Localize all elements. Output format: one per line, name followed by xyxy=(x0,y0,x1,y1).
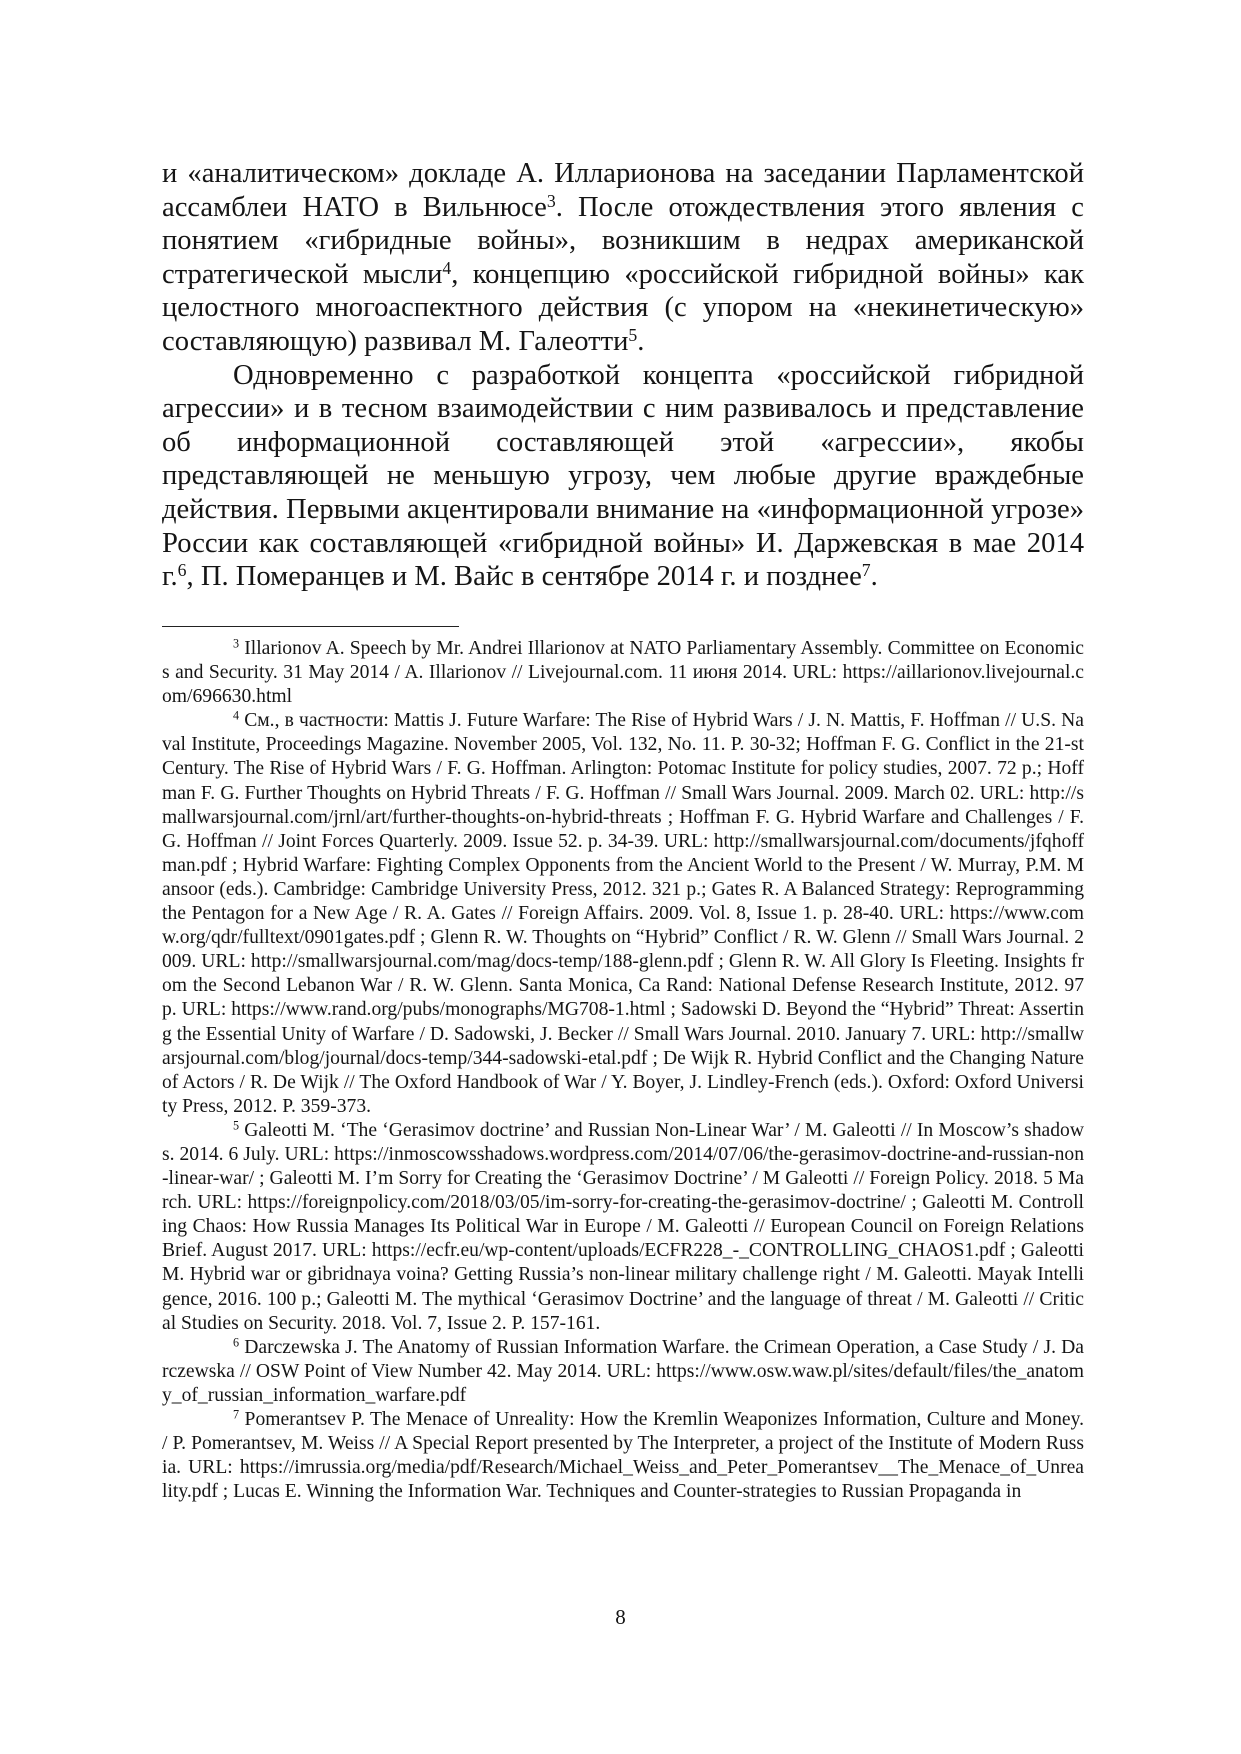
footnote-ref-7[interactable]: 7 xyxy=(861,559,871,580)
footnote-ref-3[interactable]: 3 xyxy=(546,190,556,211)
footnote-4 xyxy=(162,709,1084,1119)
footnote-number: 7 xyxy=(233,1407,240,1422)
footnote-3 xyxy=(162,637,1084,709)
footnote-number: 6 xyxy=(233,1335,240,1350)
paragraph-2-text-c: . xyxy=(870,561,878,593)
footnote-text: Galeotti M. ‘The ‘Gerasimov doctrine’ and Russian Non-Linear War’ / M. Galeotti // In Moscow’s shadows. 2014. 6 July. URL: https://inmoscowsshadows.wordpress.com/2014/07/06/the-gerasimov-doctrine-and-russian-non-linear-war/ ; Galeotti M. I’m Sorry for Creating the ‘Gerasimov Doctrine’ / M Galeotti // Foreign Policy. 2018. 5 March. URL: https://foreignpolicy.com/2018/03/05/im-sorry-for-creating-the-gerasimov-doctrine/ ; Galeotti M. Controlling Chaos: How Russia Manages Its Political War in Europe / M. Galeotti // European Council on Foreign Relations Brief. August 2017. URL: https://ecfr.eu/wp-content/uploads/ECFR228_-_CONTROLLING_CHAOS1.pdf ; Galeotti M. Hybrid war or gibridnaya voina? Getting Russia’s non-linear military challenge right / M. Galeotti. Mayak Intelligence, 2016. 100 p.; Galeotti M. The mythical ‘Gerasimov Doctrine’ and the language of threat / M. Galeotti // Critical Studies on Security. 2018. Vol. 7, Issue 2. P. 157-161. xyxy=(162,1119,1084,1334)
footnote-number: 5 xyxy=(233,1118,240,1133)
footnote-text: Illarionov A. Speech by Mr. Andrei Illarionov at NATO Parliamentary Assembly. Committee on Economics and Security. 31 May 2014 / A. Illarionov // Livejournal.com. 11 июня 2014. URL: https://aillarionov.livejournal.com/696630.html xyxy=(162,638,1084,708)
footnote-ref-5[interactable]: 5 xyxy=(628,324,638,345)
footnote-5 xyxy=(162,1119,1084,1336)
paragraph-2-text-b: , П. Померанцев и М. Вайс в сентябре 2014 г. и позднее xyxy=(186,561,862,593)
paragraph-1-text-a: и «аналитическом» докладе А. Илларионова на заседании Парламентской ассамблеи НАТО в Вильнюсе xyxy=(162,158,1084,223)
footnote-text: Darczewska J. The Anatomy of Russian Information Warfare. the Crimean Operation, a Case Study / J. Darczewska // OSW Point of View Number 42. May 2014. URL: https://www.osw.waw.pl/sites/default/files/the_anatomy_of_russian_information_warfare.pdf xyxy=(162,1336,1084,1406)
main-text xyxy=(162,157,1084,594)
paragraph-1-text-b: . После отождествления этого явления с понятием «гибридные войны», возникшим в недрах американской стратегической мысли xyxy=(162,191,1084,290)
footnote-number: 3 xyxy=(233,636,240,651)
paragraph-2-text-a: Одновременно с разработкой концепта «российской гибридной агрессии» и в тесном взаимодействии с ним развивалось и представление об информационной составляющей этой «агрессии», якобы представляющей не меньшую угрозу, чем любые другие враждебные действия. Первыми акцентировали внимание на «информационной угрозе» России как составляющей «гибридной войны» И. Даржевская в мае 2014 г. xyxy=(162,359,1084,593)
footnote-number: 4 xyxy=(233,708,240,723)
footnote-7 xyxy=(162,1408,1084,1504)
footnotes xyxy=(162,637,1084,1504)
paragraph-1 xyxy=(162,157,1084,359)
paragraph-1-text-c: , концепцию «российской гибридной войны» как целостного многоаспектного действия (с упором на «некинетическую» составляющую) развивал М. Галеотти xyxy=(162,258,1084,357)
footnote-separator xyxy=(162,626,459,627)
paragraph-2 xyxy=(162,359,1084,594)
paragraph-1-text-d: . xyxy=(637,325,645,357)
footnote-6 xyxy=(162,1336,1084,1408)
footnote-text: См., в частности: Mattis J. Future Warfare: The Rise of Hybrid Wars / J. N. Mattis, F. Hoffman // U.S. Naval Institute, Proceedings Magazine. November 2005, Vol. 132, No. 11. P. 30-32; Hoffman F. G. Conflict in the 21-st Century. The Rise of Hybrid Wars / F. G. Hoffman. Arlington: Potomac Institute for policy studies, 2007. 72 p.; Hoffman F. G. Further Thoughts on Hybrid Threats / F. G. Hoffman // Small Wars Journal. 2009. March 02. URL: http://smallwarsjournal.com/jrnl/art/further-thoughts-on-hybrid-threats ; Hoffman F. G. Hybrid Warfare and Challenges / F. G. Hoffman // Joint Forces Quarterly. 2009. Issue 52. p. 34-39. URL: http://smallwarsjournal.com/documents/jfqhoffman.pdf ; Hybrid Warfare: Fighting Complex Opponents from the Ancient World to the Present / W. Murray, P.M. Mansoor (eds.). Cambridge: Cambridge University Press, 2012. 321 p.; Gates R. A Balanced Strategy: Reprogramming the Pentagon for a New Age / R. A. Gates // Foreign Affairs. 2009. Vol. 8, Issue 1. p. 28-40. URL: https://www.comw.org/qdr/fulltext/0901gates.pdf ; Glenn R. W. Thoughts on “Hybrid” Conflict / R. W. Glenn // Small Wars Journal. 2009. URL: http://smallwarsjournal.com/mag/docs-temp/188-glenn.pdf ; Glenn R. W. All Glory Is Fleeting. Insights from the Second Lebanon War / R. W. Glenn. Santa Monica, Ca Rand: National Defense Research Institute, 2012. 97 p. URL: https://www.rand.org/pubs/monographs/MG708-1.html ; Sadowski D. Beyond the “Hybrid” Threat: Asserting the Essential Unity of Warfare / D. Sadowski, J. Becker // Small Wars Journal. 2010. January 7. URL: http://smallwarsjournal.com/blog/journal/docs-temp/344-sadowski-etal.pdf ; De Wijk R. Hybrid Conflict and the Changing Nature of Actors / R. De Wijk // The Oxford Handbook of War / Y. Boyer, J. Lindley-French (eds.). Oxford: Oxford University Press, 2012. P. 359-373. xyxy=(162,710,1084,1117)
page-number: 8 xyxy=(615,1605,626,1629)
footnote-ref-6[interactable]: 6 xyxy=(177,559,187,580)
footnote-text: Pomerantsev P. The Menace of Unreality: How the Kremlin Weaponizes Information, Culture and Money. / P. Pomerantsev, M. Weiss // A Special Report presented by The Interpreter, a project of the Institute of Modern Russia. URL: https://imrussia.org/media/pdf/Research/Michael_Weiss_and_Peter_Pomerantsev__The_Menace_of_Unreality.pdf ; Lucas E. Winning the Information War. Techniques and Counter-strategies to Russian Propaganda in xyxy=(162,1409,1085,1503)
footnote-ref-4[interactable]: 4 xyxy=(442,257,452,278)
